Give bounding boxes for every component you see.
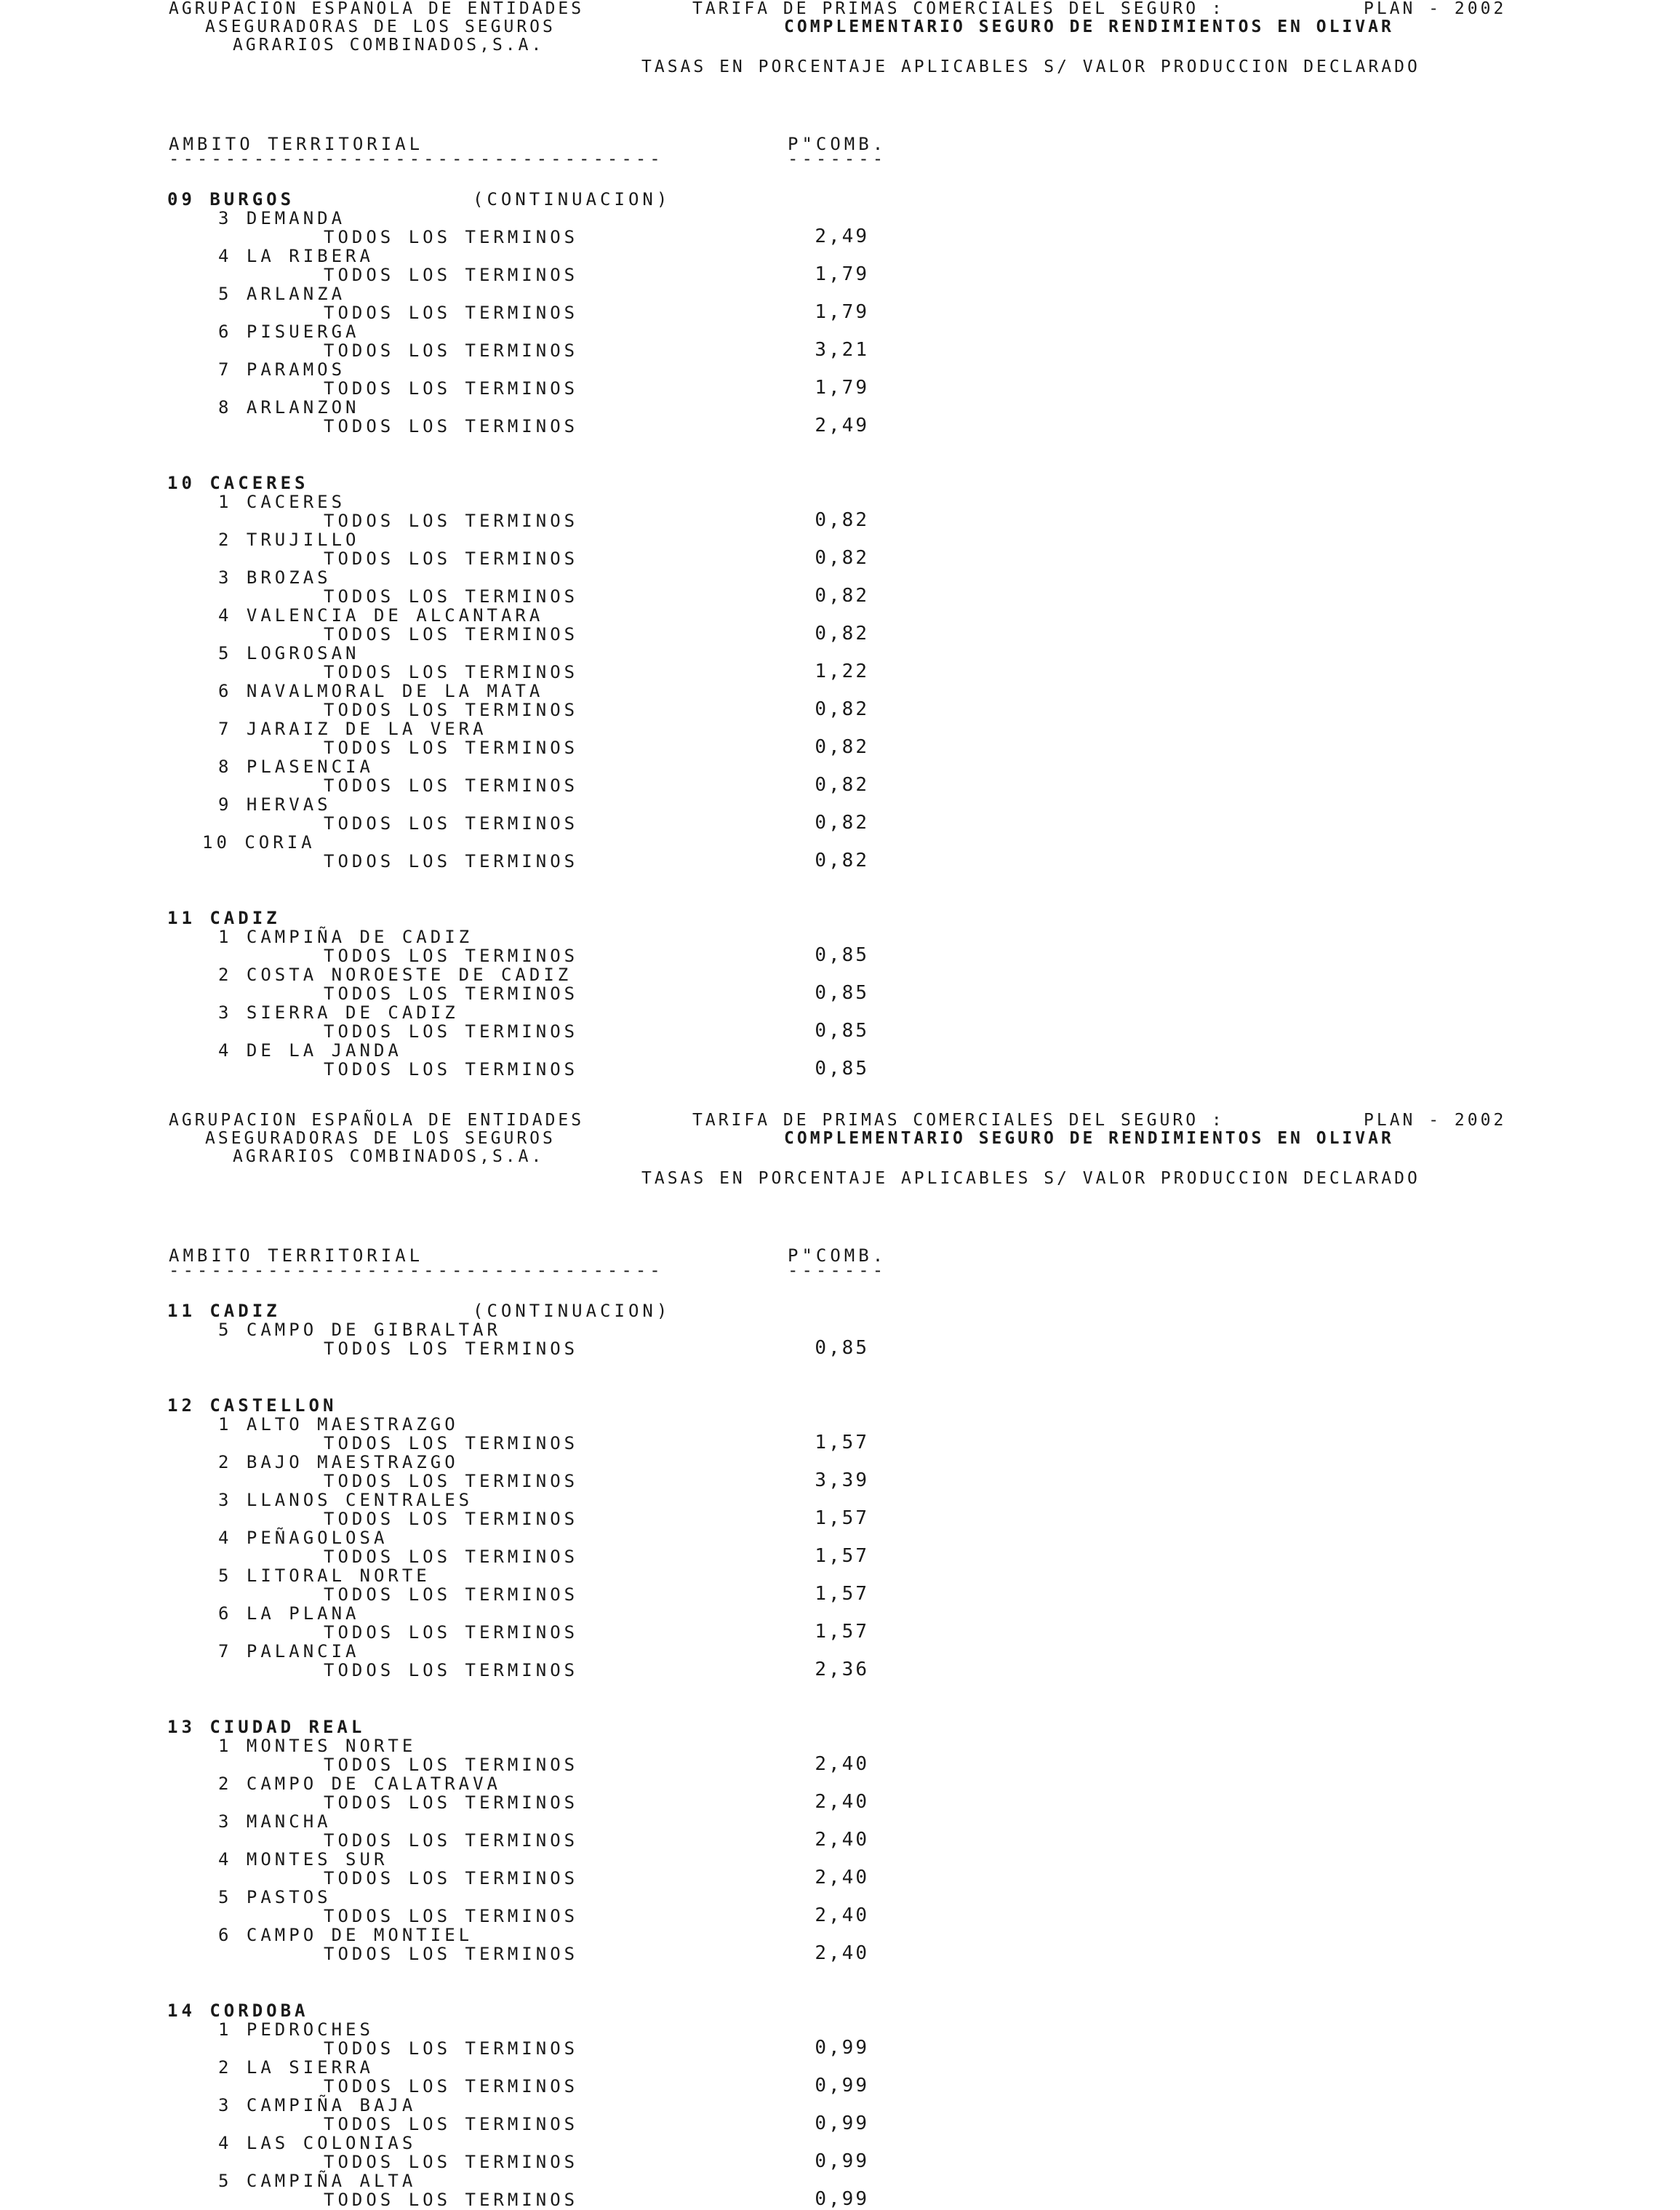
comarca-name: 8 PLASENCIA [218, 757, 374, 777]
comarca-name: 4 PEÑAGOLOSA [218, 1528, 388, 1548]
comarca-name: 1 CAMPIÑA DE CADIZ [218, 927, 473, 947]
premium-rate: 0,85 [815, 1337, 869, 1359]
org-line-2: ASEGURADORAS DE LOS SEGUROS [205, 17, 556, 36]
terms-label: TODOS LOS TERMINOS [324, 662, 579, 682]
org-line-3: AGRARIOS COMBINADOS,S.A. [233, 36, 545, 55]
terms-label: TODOS LOS TERMINOS [324, 1906, 579, 1926]
insurance-subtitle: COMPLEMENTARIO SEGURO DE RENDIMIENTOS EN OLIVAR [784, 1129, 1394, 1148]
terms-label: TODOS LOS TERMINOS [324, 1792, 579, 1813]
comarca-name: 1 ALTO MAESTRAZGO [218, 1414, 459, 1435]
comarca-name: 4 LA RIBERA [218, 246, 374, 266]
plan-label: PLAN - 2002 [1364, 0, 1507, 18]
comarca-name: 2 TRUJILLO [218, 530, 360, 550]
premium-rate: 1,79 [815, 301, 869, 323]
terms-label: TODOS LOS TERMINOS [324, 2152, 579, 2172]
premium-rate: 0,82 [815, 850, 869, 871]
comarca-name: 2 COSTA NOROESTE DE CADIZ [218, 965, 572, 985]
province-heading: 09 BURGOS [167, 189, 295, 210]
premium-rate: 2,40 [815, 1867, 869, 1888]
premium-rate: 2,40 [815, 1753, 869, 1775]
premium-rate: 0,82 [815, 547, 869, 569]
comarca-name: 3 MANCHA [218, 1811, 332, 1832]
comarca-name: 4 DE LA JANDA [218, 1040, 402, 1061]
comarca-name: 9 HERVAS [218, 794, 332, 815]
terms-label: TODOS LOS TERMINOS [324, 1830, 579, 1851]
comarca-name: 5 ARLANZA [218, 284, 346, 304]
terms-label: TODOS LOS TERMINOS [324, 2114, 579, 2134]
premium-rate: 1,57 [815, 1545, 869, 1567]
terms-label: TODOS LOS TERMINOS [324, 1471, 579, 1491]
terms-label: TODOS LOS TERMINOS [324, 265, 579, 285]
premium-rate: 0,82 [815, 585, 869, 607]
comarca-name: 8 ARLANZON [218, 397, 360, 418]
terms-label: TODOS LOS TERMINOS [324, 1868, 579, 1888]
column-ambito-rule: ----------------------------------- [169, 1260, 664, 1280]
terms-label: TODOS LOS TERMINOS [324, 813, 579, 834]
comarca-name: 5 LITORAL NORTE [218, 1565, 431, 1586]
column-ambito-header: AMBITO TERRITORIAL [169, 134, 424, 154]
column-prima-header: P"COMB. [788, 1245, 887, 1266]
terms-label: TODOS LOS TERMINOS [324, 1584, 579, 1605]
org-line-1: AGRUPACION ESPAÑOLA DE ENTIDADES [169, 0, 585, 18]
comarca-name: 6 LA PLANA [218, 1603, 360, 1624]
terms-label: TODOS LOS TERMINOS [324, 1433, 579, 1453]
tariff-title: TARIFA DE PRIMAS COMERCIALES DEL SEGURO : [692, 0, 1225, 18]
premium-rate: 0,82 [815, 774, 869, 796]
terms-label: TODOS LOS TERMINOS [324, 1755, 579, 1775]
premium-rate: 0,85 [815, 1020, 869, 1042]
comarca-name: 5 PASTOS [218, 1887, 332, 1907]
terms-label: TODOS LOS TERMINOS [324, 1021, 579, 1042]
comarca-name: 3 SIERRA DE CADIZ [218, 1002, 459, 1023]
premium-rate: 1,57 [815, 1507, 869, 1529]
premium-rate: 0,85 [815, 944, 869, 966]
comarca-name: 2 BAJO MAESTRAZGO [218, 1452, 459, 1472]
org-line-1: AGRUPACION ESPAÑOLA DE ENTIDADES [169, 1111, 585, 1130]
terms-label: TODOS LOS TERMINOS [324, 340, 579, 361]
premium-rate: 0,99 [815, 2113, 869, 2134]
terms-label: TODOS LOS TERMINOS [324, 1339, 579, 1359]
plan-label: PLAN - 2002 [1364, 1111, 1507, 1130]
premium-rate: 0,82 [815, 812, 869, 834]
premium-rate: 0,99 [815, 2075, 869, 2097]
terms-label: TODOS LOS TERMINOS [324, 1944, 579, 1964]
insurance-subtitle: COMPLEMENTARIO SEGURO DE RENDIMIENTOS EN OLIVAR [784, 17, 1394, 36]
rates-description: TASAS EN PORCENTAJE APLICABLES S/ VALOR PRODUCCION DECLARADO [641, 57, 1420, 76]
terms-label: TODOS LOS TERMINOS [324, 1622, 579, 1643]
comarca-name: 10 CORIA [202, 832, 316, 853]
premium-rate: 1,57 [815, 1432, 869, 1453]
terms-label: TODOS LOS TERMINOS [324, 586, 579, 607]
comarca-name: 6 CAMPO DE MONTIEL [218, 1925, 473, 1945]
province-heading: 10 CACERES [167, 473, 309, 493]
terms-label: TODOS LOS TERMINOS [324, 2076, 579, 2097]
province-heading: 13 CIUDAD REAL [167, 1717, 366, 1737]
comarca-name: 1 CACERES [218, 492, 346, 512]
terms-label: TODOS LOS TERMINOS [324, 946, 579, 966]
premium-rate: 0,99 [815, 2037, 869, 2059]
comarca-name: 3 BROZAS [218, 567, 332, 588]
column-prima-rule: ------- [788, 148, 887, 169]
terms-label: TODOS LOS TERMINOS [324, 2038, 579, 2059]
premium-rate: 1,57 [815, 1621, 869, 1643]
premium-rate: 2,40 [815, 1904, 869, 1926]
province-heading: 11 CADIZ [167, 908, 281, 928]
continuation-note: (CONTINUACION) [473, 1301, 671, 1321]
column-ambito-rule: ----------------------------------- [169, 148, 664, 169]
comarca-name: 3 DEMANDA [218, 208, 346, 228]
comarca-name: 7 PARAMOS [218, 359, 346, 380]
comarca-name: 5 LOGROSAN [218, 643, 360, 663]
province-heading: 14 CORDOBA [167, 2000, 309, 2021]
terms-label: TODOS LOS TERMINOS [324, 1660, 579, 1680]
premium-rate: 2,40 [815, 1791, 869, 1813]
province-heading: 12 CASTELLON [167, 1395, 337, 1416]
org-line-2: ASEGURADORAS DE LOS SEGUROS [205, 1129, 556, 1148]
terms-label: TODOS LOS TERMINOS [324, 511, 579, 531]
terms-label: TODOS LOS TERMINOS [324, 851, 579, 871]
rates-description: TASAS EN PORCENTAJE APLICABLES S/ VALOR PRODUCCION DECLARADO [641, 1169, 1420, 1188]
terms-label: TODOS LOS TERMINOS [324, 624, 579, 645]
premium-rate: 0,82 [815, 698, 869, 720]
premium-rate: 2,36 [815, 1659, 869, 1680]
terms-label: TODOS LOS TERMINOS [324, 775, 579, 796]
comarca-name: 7 PALANCIA [218, 1641, 360, 1662]
terms-label: TODOS LOS TERMINOS [324, 984, 579, 1004]
premium-rate: 0,82 [815, 509, 869, 531]
comarca-name: 5 CAMPIÑA ALTA [218, 2171, 417, 2191]
org-line-3: AGRARIOS COMBINADOS,S.A. [233, 1147, 545, 1166]
continuation-note: (CONTINUACION) [473, 189, 671, 210]
comarca-name: 6 NAVALMORAL DE LA MATA [218, 681, 544, 701]
premium-rate: 2,40 [815, 1942, 869, 1964]
comarca-name: 5 CAMPO DE GIBRALTAR [218, 1320, 501, 1340]
tariff-title: TARIFA DE PRIMAS COMERCIALES DEL SEGURO : [692, 1111, 1225, 1130]
terms-label: TODOS LOS TERMINOS [324, 1509, 579, 1529]
column-prima-header: P"COMB. [788, 134, 887, 154]
terms-label: TODOS LOS TERMINOS [324, 227, 579, 247]
comarca-name: 2 LA SIERRA [218, 2057, 374, 2078]
comarca-name: 1 PEDROCHES [218, 2019, 374, 2040]
terms-label: TODOS LOS TERMINOS [324, 1059, 579, 1080]
premium-rate: 1,79 [815, 377, 869, 399]
terms-label: TODOS LOS TERMINOS [324, 2190, 579, 2210]
premium-rate: 1,57 [815, 1583, 869, 1605]
comarca-name: 4 VALENCIA DE ALCANTARA [218, 605, 544, 626]
terms-label: TODOS LOS TERMINOS [324, 303, 579, 323]
comarca-name: 4 MONTES SUR [218, 1849, 388, 1870]
premium-rate: 2,40 [815, 1829, 869, 1851]
premium-rate: 1,22 [815, 661, 869, 682]
premium-rate: 0,82 [815, 623, 869, 645]
column-ambito-header: AMBITO TERRITORIAL [169, 1245, 424, 1266]
comarca-name: 3 CAMPIÑA BAJA [218, 2095, 417, 2115]
premium-rate: 2,49 [815, 415, 869, 436]
comarca-name: 1 MONTES NORTE [218, 1736, 417, 1756]
premium-rate: 0,85 [815, 1058, 869, 1080]
premium-rate: 0,99 [815, 2188, 869, 2210]
comarca-name: 2 CAMPO DE CALATRAVA [218, 1774, 501, 1794]
terms-label: TODOS LOS TERMINOS [324, 416, 579, 436]
terms-label: TODOS LOS TERMINOS [324, 548, 579, 569]
premium-rate: 0,82 [815, 736, 869, 758]
terms-label: TODOS LOS TERMINOS [324, 1547, 579, 1567]
comarca-name: 7 JARAIZ DE LA VERA [218, 719, 487, 739]
premium-rate: 3,21 [815, 339, 869, 361]
province-heading: 11 CADIZ [167, 1301, 281, 1321]
premium-rate: 0,99 [815, 2150, 869, 2172]
terms-label: TODOS LOS TERMINOS [324, 738, 579, 758]
premium-rate: 3,39 [815, 1469, 869, 1491]
terms-label: TODOS LOS TERMINOS [324, 378, 579, 399]
comarca-name: 4 LAS COLONIAS [218, 2133, 417, 2153]
comarca-name: 6 PISUERGA [218, 322, 360, 342]
premium-rate: 1,79 [815, 263, 869, 285]
premium-rate: 2,49 [815, 226, 869, 247]
premium-rate: 0,85 [815, 982, 869, 1004]
terms-label: TODOS LOS TERMINOS [324, 700, 579, 720]
comarca-name: 3 LLANOS CENTRALES [218, 1490, 473, 1510]
column-prima-rule: ------- [788, 1260, 887, 1280]
